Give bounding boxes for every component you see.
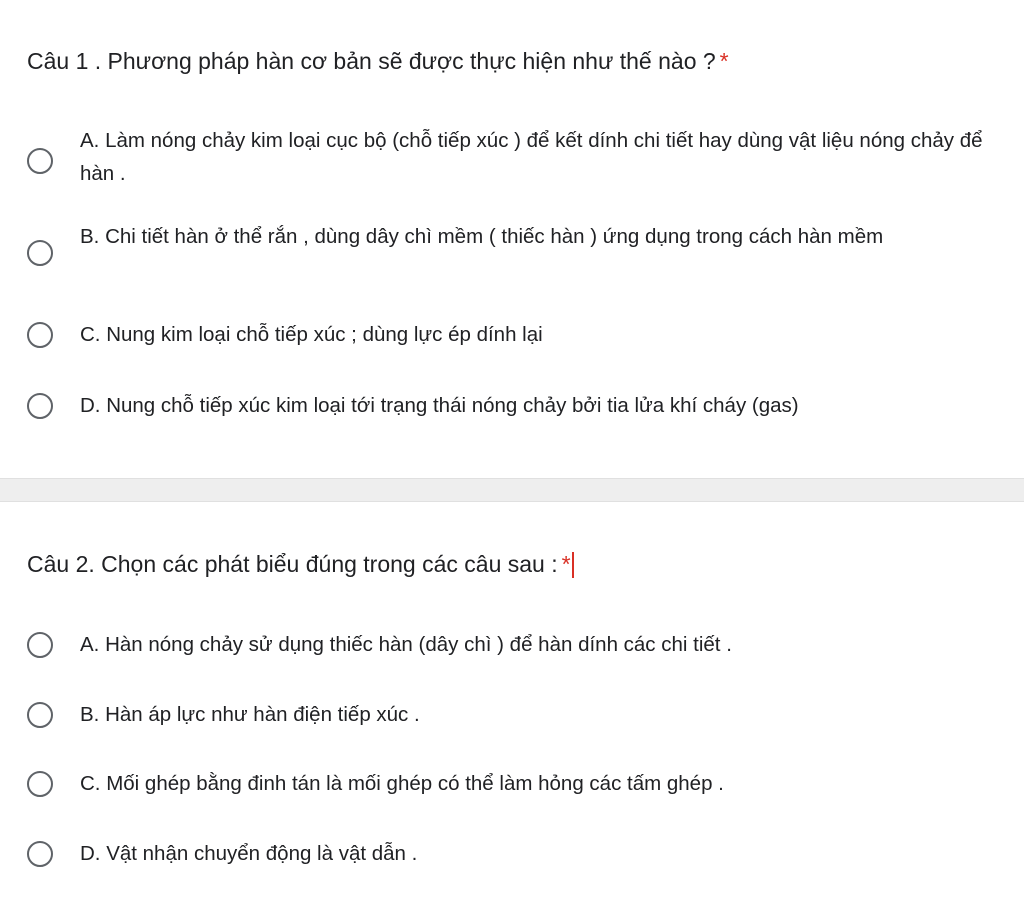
- text-cursor: [572, 552, 574, 578]
- question-2-option-b[interactable]: [0, 698, 1024, 734]
- question-1-option-a[interactable]: [0, 124, 1024, 194]
- option-label: C. Mối ghép bằng đinh tán là mối ghép có thể làm hỏng các tấm ghép .: [80, 772, 724, 795]
- radio-button-icon[interactable]: [27, 702, 53, 728]
- required-mark: *: [561, 551, 571, 577]
- radio-button-icon[interactable]: [27, 148, 53, 174]
- radio-button-icon[interactable]: [27, 322, 53, 348]
- question-2-title-text: Câu 2. Chọn các phát biểu đúng trong các câu sau :: [27, 551, 558, 577]
- radio-button-icon[interactable]: [27, 240, 53, 266]
- question-1-option-b[interactable]: [0, 220, 1024, 290]
- option-label: A. Làm nóng chảy kim loại cục bộ (chỗ tiếp xúc ) để kết dính chi tiết hay dùng vật liệu nóng chảy để hàn .: [80, 129, 983, 185]
- question-2-option-a[interactable]: [0, 628, 1024, 664]
- radio-button-icon[interactable]: [27, 632, 53, 658]
- question-1-title: [27, 46, 729, 76]
- radio-button-icon[interactable]: [27, 841, 53, 867]
- question-2-option-c[interactable]: [0, 767, 1024, 803]
- option-label: B. Hàn áp lực như hàn điện tiếp xúc .: [80, 703, 420, 726]
- question-1-option-d[interactable]: [0, 389, 1024, 425]
- option-label: D. Nung chỗ tiếp xúc kim loại tới trạng thái nóng chảy bởi tia lửa khí cháy (gas): [80, 394, 799, 417]
- option-label: D. Vật nhận chuyển động là vật dẫn .: [80, 842, 418, 865]
- question-2-title: [27, 549, 574, 579]
- option-label: A. Hàn nóng chảy sử dụng thiếc hàn (dây chì ) để hàn dính các chi tiết .: [80, 633, 732, 656]
- question-1-title-text: Câu 1 . Phương pháp hàn cơ bản sẽ được thực hiện như thế nào ?: [27, 48, 716, 74]
- option-label: B. Chi tiết hàn ở thể rắn , dùng dây chì mềm ( thiếc hàn ) ứng dụng trong cách hàn mềm: [80, 225, 884, 248]
- question-1-option-c[interactable]: [0, 318, 1024, 354]
- radio-button-icon[interactable]: [27, 393, 53, 419]
- required-mark: *: [719, 48, 729, 74]
- radio-button-icon[interactable]: [27, 771, 53, 797]
- option-label: C. Nung kim loại chỗ tiếp xúc ; dùng lực ép dính lại: [80, 323, 543, 346]
- section-divider: [0, 478, 1024, 502]
- question-2-option-d[interactable]: [0, 837, 1024, 873]
